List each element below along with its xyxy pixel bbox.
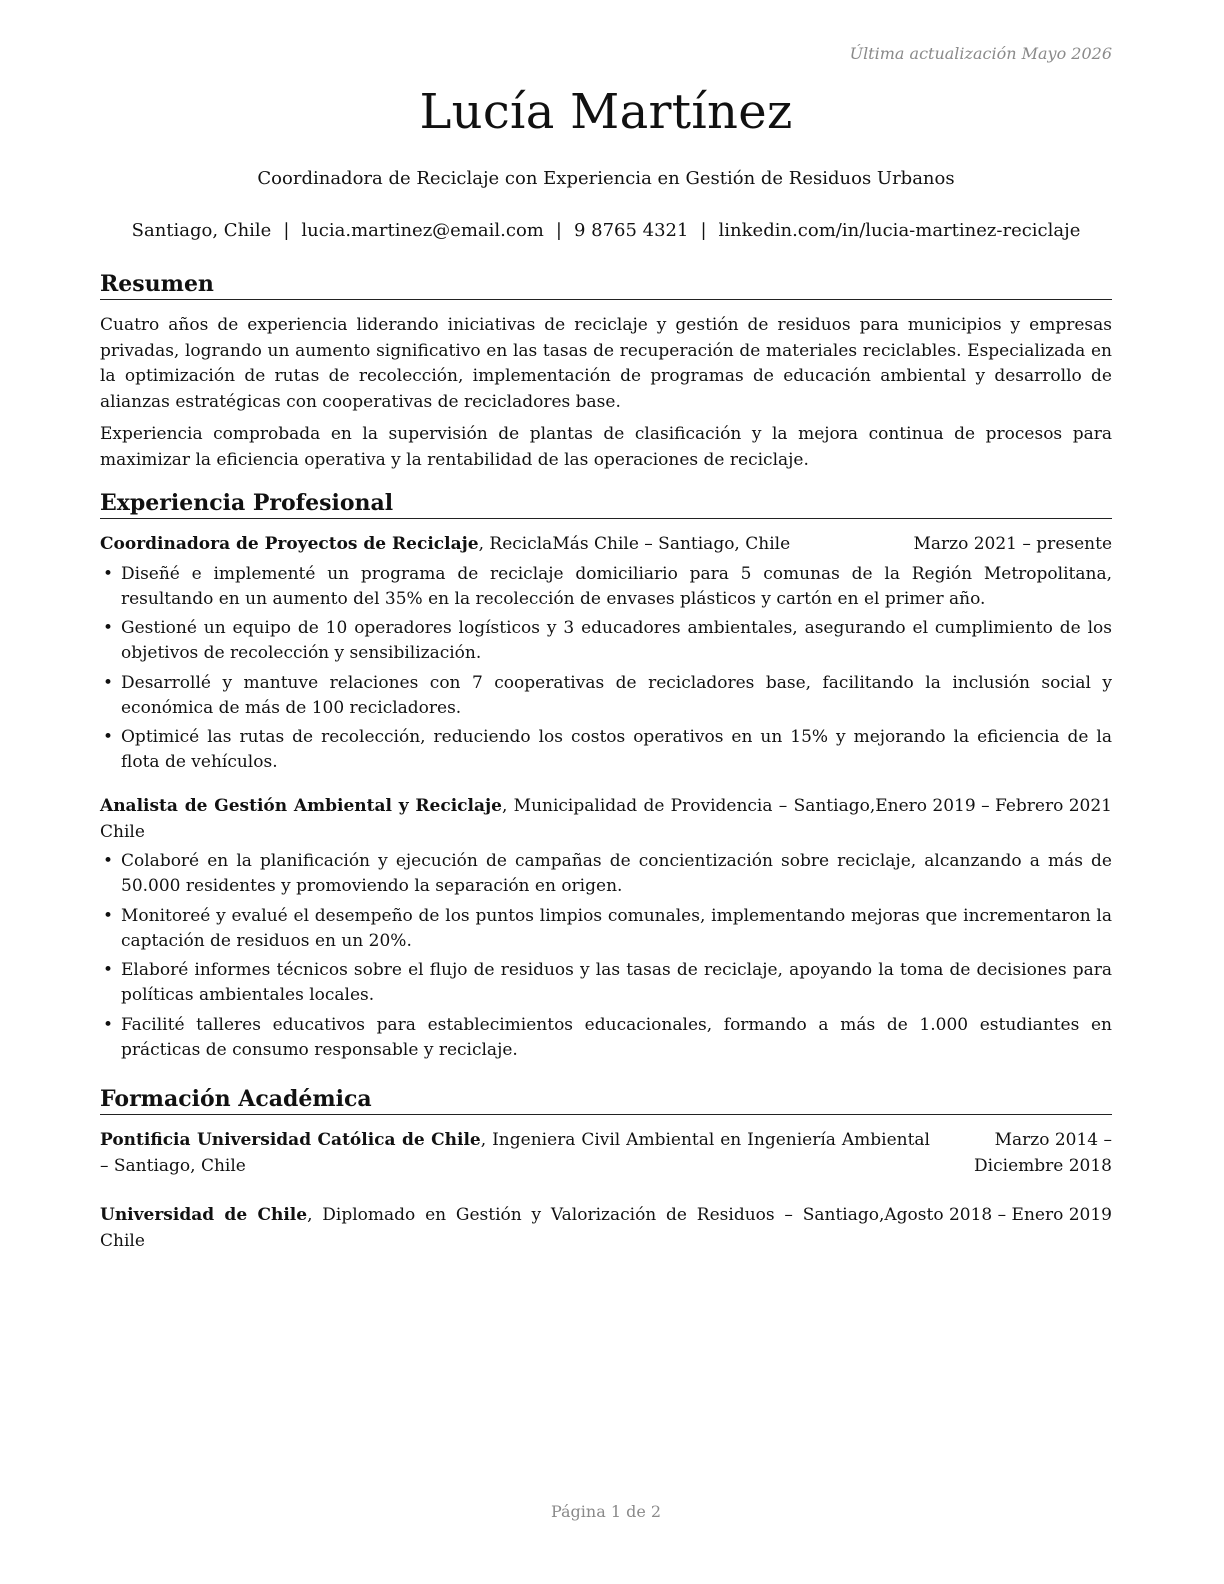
job-bullets bbox=[100, 562, 1112, 776]
bullet-icon: • bbox=[103, 960, 114, 980]
degree-detail: , Diplomado en Gestión y Valorización de Residuos – Santiago, Chile bbox=[100, 1205, 885, 1251]
list-item bbox=[100, 849, 1112, 899]
bullet-text: Elaboré informes técnicos sobre el flujo de residuos y las tasas de reciclaje, apoyando la toma de decisiones para políticas ambientales locales. bbox=[121, 960, 1112, 1005]
contact-location: Santiago, Chile bbox=[131, 220, 272, 241]
education-entry bbox=[100, 1128, 1112, 1179]
summary-paragraph: Cuatro años de experiencia liderando iniciativas de reciclaje y gestión de residuos para municipios y empresas privadas, logrando un aumento significativo en las tasas de recuperación de materiales reciclables. Especializada en la optimización de rutas de recolección, implementación de programas de educación ambiental y desarrollo de alianzas estratégicas con cooperativas de recicladores base. bbox=[100, 315, 1112, 412]
section-heading-summary: Resumen bbox=[100, 270, 1112, 300]
job-title-line bbox=[100, 532, 790, 558]
education-line bbox=[100, 1128, 930, 1179]
job-dates: Enero 2019 – Febrero 2021 bbox=[875, 796, 1112, 816]
bullet-text: Facilité talleres educativos para establecimientos educacionales, formando a más de 1.000 estudiantes en prácticas de consumo responsable y reciclaje. bbox=[121, 1014, 1112, 1060]
section-heading-experience: Experiencia Profesional bbox=[100, 489, 1112, 519]
bullet-icon: • bbox=[103, 1014, 114, 1035]
bullet-text: Monitoreé y evalué el desempeño de los puntos limpios comunales, implementando mejoras que incrementaron la captación de residuos en un 20%. bbox=[121, 905, 1112, 951]
job-entry bbox=[100, 532, 1112, 775]
institution-name: Pontificia Universidad Católica de Chile bbox=[100, 1130, 481, 1150]
degree-detail: , Ingeniera Civil Ambiental en Ingeniería Ambiental – Santiago, Chile bbox=[100, 1130, 930, 1176]
contact-line bbox=[100, 220, 1112, 241]
list-item bbox=[100, 958, 1112, 1008]
list-item bbox=[100, 725, 1112, 775]
job-title: Coordinadora de Proyectos de Reciclaje bbox=[100, 534, 479, 554]
list-item bbox=[100, 904, 1112, 954]
education-section bbox=[100, 1085, 1112, 1254]
job-dates: Marzo 2021 – presente bbox=[913, 534, 1112, 554]
job-title: Analista de Gestión Ambiental y Reciclaje bbox=[100, 796, 502, 816]
bullet-icon: • bbox=[103, 672, 114, 693]
bullet-text: Optimicé las rutas de recolección, reduciendo los costos operativos en un 15% y mejorando la eficiencia de la flota de vehículos. bbox=[121, 727, 1112, 772]
job-entry bbox=[100, 794, 1112, 1063]
contact-phone: 9 8765 4321 bbox=[573, 220, 689, 241]
bullet-icon: • bbox=[103, 851, 114, 871]
bullet-text: Desarrollé y mantuve relaciones con 7 cooperativas de recicladores base, facilitando la inclusión social y económica de más de 100 recicladores. bbox=[121, 672, 1112, 718]
job-bullets bbox=[100, 849, 1112, 1063]
job-title-line bbox=[100, 794, 875, 845]
candidate-name: Lucía Martínez bbox=[419, 84, 793, 140]
separator: | bbox=[700, 220, 707, 241]
list-item bbox=[100, 1013, 1112, 1063]
education-dates: Agosto 2018 – Enero 2019 bbox=[884, 1205, 1112, 1225]
bullet-text: Colaboré en la planificación y ejecución de campañas de concientización sobre reciclaje, alcanzando a más de 50.000 residentes y promoviendo la separación en origen. bbox=[121, 851, 1112, 896]
education-line bbox=[100, 1203, 884, 1254]
list-item bbox=[100, 562, 1112, 612]
job-organization: , Municipalidad de Providencia – Santiago, Chile bbox=[100, 796, 876, 842]
institution-name: Universidad de Chile bbox=[100, 1205, 308, 1225]
separator: | bbox=[283, 220, 290, 241]
contact-email[interactable]: lucia.martinez@email.com bbox=[301, 220, 544, 241]
page-number: Página 1 de 2 bbox=[550, 1502, 662, 1521]
bullet-icon: • bbox=[103, 618, 114, 638]
bullet-icon: • bbox=[103, 905, 114, 926]
separator: | bbox=[555, 220, 562, 241]
bullet-icon: • bbox=[103, 563, 114, 584]
job-organization: , ReciclaMás Chile – Santiago, Chile bbox=[478, 534, 791, 554]
education-entry bbox=[100, 1203, 1112, 1254]
list-item bbox=[100, 616, 1112, 666]
job-header bbox=[100, 794, 1112, 845]
last-updated: Última actualización Mayo 2026 bbox=[849, 44, 1112, 63]
experience-section bbox=[100, 489, 1112, 1067]
contact-linkedin[interactable]: linkedin.com/in/lucia-martinez-reciclaje bbox=[718, 220, 1081, 241]
bullet-text: Diseñé e implementé un programa de reciclaje domiciliario para 5 comunas de la Región Metropolitana, resultando en un aumento del 35% en la recolección de envases plásticos y cartón en el primer año. bbox=[121, 563, 1112, 609]
tagline: Coordinadora de Reciclaje con Experiencia en Gestión de Residuos Urbanos bbox=[257, 168, 955, 189]
list-item bbox=[100, 671, 1112, 721]
job-header bbox=[100, 532, 1112, 558]
resume-page bbox=[100, 0, 1112, 1584]
summary-paragraph: Experiencia comprobada en la supervisión de plantas de clasificación y la mejora continua de procesos para maximizar la eficiencia operativa y la rentabilidad de las operaciones de reciclaje. bbox=[100, 424, 1112, 470]
education-dates: Marzo 2014 – Diciembre 2018 bbox=[974, 1130, 1112, 1176]
summary-section bbox=[100, 270, 1112, 473]
bullet-text: Gestioné un equipo de 10 operadores logísticos y 3 educadores ambientales, asegurando el cumplimiento de los objetivos de recolección y sensibilización. bbox=[121, 618, 1112, 663]
section-heading-education: Formación Académica bbox=[100, 1085, 1112, 1115]
bullet-icon: • bbox=[103, 727, 114, 747]
